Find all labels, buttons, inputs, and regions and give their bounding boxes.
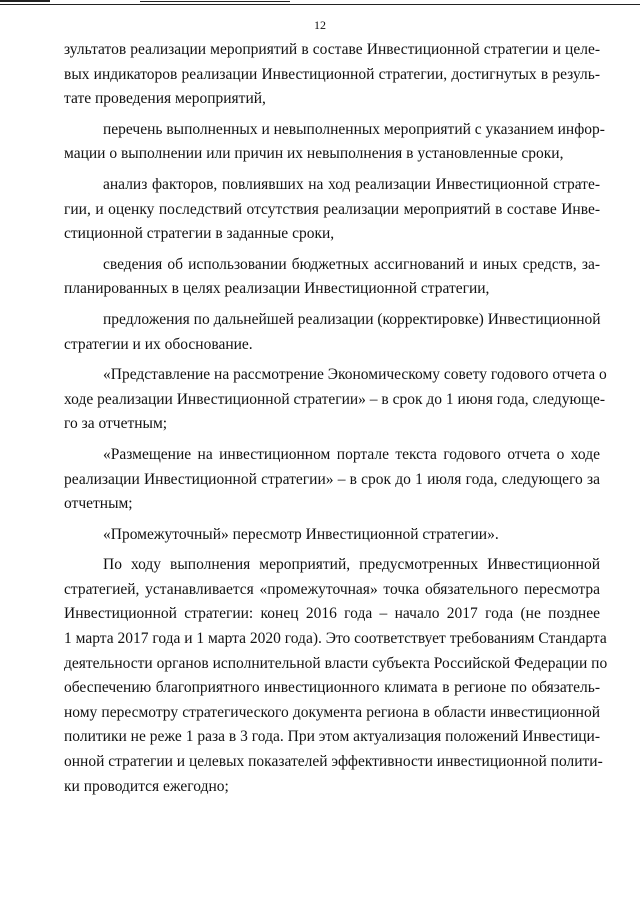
- paragraph: [64, 308, 600, 357]
- text-line: сведения об использовании бюджетных ассигнований и иных средств, за-: [103, 255, 600, 273]
- text-line: политики не реже 1 раза в 3 года. При этом актуализация положений Инвестици-: [64, 728, 600, 746]
- text-line: стиционной стратегии в заданные сроки,: [64, 225, 335, 243]
- text-line: мации о выполнении или причин их невыполнения в установленные сроки,: [64, 145, 564, 163]
- text-line: «Промежуточный» пересмотр Инвестиционной стратегии».: [103, 525, 499, 543]
- scan-edge-fragment: [0, 0, 50, 2]
- text-line: 1 марта 2017 года и 1 марта 2020 года). Это соответствует требованиям Стандарта: [64, 630, 607, 648]
- text-line: зультатов реализации мероприятий в составе Инвестиционной стратегии и целе-: [64, 41, 600, 58]
- text-line: По ходу выполнения мероприятий, предусмотренных Инвестиционной: [103, 556, 600, 574]
- text-line: тате проведения мероприятий,: [64, 90, 266, 108]
- text-line: онной стратегии и целевых показателей эффективности инвестиционной полити-: [64, 753, 603, 771]
- text-line: «Размещение на инвестиционном портале текста годового отчета о ходе: [103, 445, 600, 463]
- paragraph: [64, 118, 605, 167]
- scan-edge-fragment: [140, 1, 290, 2]
- text-line: обеспечению благоприятного инвестиционного климата в регионе по обязатель-: [64, 679, 600, 697]
- text-line: реализации Инвестиционной стратегии» – в срок до 1 июля года, следующего за: [64, 470, 600, 488]
- text-line: деятельности органов исполнительной власти субъекта Российской Федерации по: [64, 654, 608, 672]
- paragraph: [64, 38, 600, 112]
- text-line: го за отчетным;: [64, 415, 168, 433]
- paragraph: [64, 443, 600, 517]
- text-line: стратегией, устанавливается «промежуточная» точка обязательного пересмотра: [64, 580, 600, 598]
- text-line: ходе реализации Инвестиционной стратегии» – в срок до 1 июня года, следующе-: [64, 390, 605, 408]
- text-line: отчетным;: [64, 495, 133, 513]
- text-line: гии, и оценку последствий отсутствия реализации мероприятий в составе Инве-: [64, 200, 600, 218]
- text-line: планированных в целях реализации Инвестиционной стратегии,: [64, 280, 490, 298]
- text-line: перечень выполненных и невыполненных мероприятий с указанием инфор-: [103, 120, 605, 138]
- text-line: Инвестиционной стратегии: конец 2016 года – начало 2017 года (не позднее: [64, 605, 600, 623]
- paragraph: [64, 363, 607, 437]
- page-number: 12: [314, 18, 326, 32]
- text-line: «Представление на рассмотрение Экономическому совету годового отчета о: [103, 366, 607, 384]
- text-line: стратегии и их обоснование.: [64, 335, 253, 353]
- scan-top-edge-line: [0, 4, 640, 5]
- text-line: ному пересмотру стратегического документа региона в области инвестиционной: [64, 703, 600, 721]
- text-line: анализ факторов, повлиявших на ход реализации Инвестиционной страте-: [103, 175, 600, 193]
- text-line: вых индикаторов реализации Инвестиционной стратегии, достигнутых в резуль-: [64, 65, 600, 83]
- paragraph: [64, 553, 608, 799]
- paragraph: [64, 253, 600, 302]
- paragraph: [64, 173, 600, 247]
- document-body: [64, 38, 608, 799]
- text-line: ки проводится ежегодно;: [64, 777, 229, 795]
- paragraph: [64, 523, 600, 548]
- text-line: предложения по дальнейшей реализации (корректировке) Инвестиционной: [103, 310, 601, 328]
